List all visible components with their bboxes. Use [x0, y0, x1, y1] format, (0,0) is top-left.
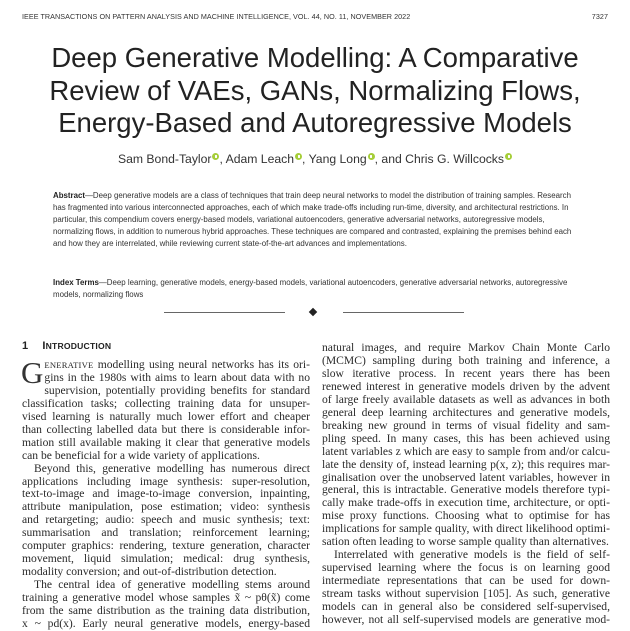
drop-cap: G — [21, 354, 44, 390]
text-line: x ~ pd(x). Early neural generative models, energy-based — [22, 617, 310, 631]
divider-line — [343, 312, 464, 313]
text-line: gins in the 1980s with aims to learn about data with no — [44, 370, 310, 384]
index-terms-text: Deep learning, generative models, energy-based models, variational autoencoders, generative adversarial networks, autoregressive models, normalizing flows — [53, 278, 568, 299]
abstract-text: Deep generative models are a class of techniques that train deep neural networks to model the distribution of training samples. Research has fragmented into various interconnected approaches, each of which make trade-offs including run-time, diversity, and architectural restrictions. In particular, this compendium covers energy-based models, variational autoencoders, generative adversarial networks, autoregressive models, normalizing flows, in addition to numerous hybrid approaches. These techniques are compared and contrasted, explaining the premises behind each and how they are interrelated, while reviewing current state-of-the-art advances and implementations. — [53, 191, 572, 248]
text-line: Interrelated with generative models is the field of self- — [334, 548, 610, 562]
paragraph — [22, 579, 310, 631]
text-line: natural images, and require Markov Chain Monte Carlo — [322, 341, 610, 354]
author-separator: , and — [374, 152, 406, 166]
diamond-icon — [309, 307, 317, 315]
index-terms-label: Index Terms — [53, 278, 99, 287]
paragraph — [22, 463, 310, 580]
paragraph — [322, 342, 610, 549]
running-header — [22, 12, 608, 24]
text-line: general, this is intractable. Generative models therefore typi- — [322, 483, 610, 497]
title-line: Review of VAEs, GANs, Normalizing Flows, — [49, 74, 581, 106]
orcid-icon[interactable] — [295, 153, 302, 160]
section-divider — [164, 308, 464, 316]
text-line: text-to-image and image-to-image conversion, inpainting, — [22, 487, 310, 501]
text-line: slow iterative process. In recent years there has been — [322, 366, 610, 380]
text-line: models can in general also be considered self-supervised, — [322, 600, 610, 614]
text-line: ginalisation over the unobserved latent variables, however in — [322, 470, 610, 484]
text-line: vised learning is naturally much lower effort and cheaper — [22, 409, 310, 423]
text-line: modelling using neural networks has its ori- — [93, 357, 310, 371]
text-line: classification tasks; collecting training data for unsuper- — [22, 396, 310, 410]
text-line: late the density of, instead learning p(x, z); this requires mar- — [322, 457, 610, 471]
text-line: latent variables z which are easy to sample from and/or calcu- — [322, 444, 610, 458]
text-line: sation often leading to worse sample quality than alternatives. — [322, 535, 609, 549]
text-line: attribute manipulation, pose estimation; video: synthesis — [22, 500, 310, 514]
text-line: summarisation and translation; reinforcement learning; — [22, 526, 310, 540]
text-line: modality conversion; and out-of-distribution detection. — [22, 565, 277, 579]
section-number: 1 — [22, 340, 29, 352]
drop-cap-continuation: ENERATIVE — [44, 359, 94, 370]
section-heading — [22, 340, 310, 353]
text-line: than collecting labelled data but there is considerable infor- — [22, 422, 310, 436]
text-line: applications including image synthesis: super-resolution, — [22, 474, 310, 488]
text-line: pling speed. In many cases, this has been achieved using — [322, 431, 610, 445]
text-line: The central idea of generative modelling stems around — [34, 578, 310, 592]
section-title-rest: NTRODUCTION — [45, 341, 112, 351]
text-line: implications for sample quality, with direct likelihood optimi- — [322, 522, 610, 536]
text-line: supervision, potentially providing benefits for standard — [44, 383, 310, 397]
abstract — [53, 190, 583, 250]
left-column — [22, 340, 310, 631]
text-line: renewed interest in generative models driven by the advent — [322, 379, 610, 393]
abstract-label: Abstract — [53, 191, 86, 200]
author-name[interactable]: Yang Long — [308, 152, 367, 166]
text-line: and retargeting; audio: speech and music synthesis; text: — [22, 513, 310, 527]
page-number: 7327 — [591, 12, 608, 21]
text-line: supervised learning where the focus is on learning good — [322, 561, 610, 575]
right-column — [322, 342, 610, 627]
author-separator: , — [302, 152, 309, 166]
text-line: however, not all self-supervised models are generative mod- — [322, 613, 610, 627]
divider-line — [164, 312, 285, 313]
title-line: Deep Generative Modelling: A Comparative — [51, 42, 579, 73]
author-name[interactable]: Chris G. Willcocks — [405, 152, 504, 166]
paragraph — [322, 549, 610, 627]
text-line: computer graphics: rendering, texture generation, character — [22, 539, 310, 553]
author-name[interactable]: Sam Bond-Taylor — [117, 152, 212, 166]
text-line: from the same distribution as the training data distribution, — [22, 604, 310, 618]
text-line: general deep learning architectures and generative models, — [322, 405, 610, 419]
title-line: Energy-Based and Autoregressive Models — [58, 107, 572, 138]
orcid-icon[interactable] — [505, 153, 512, 160]
text-line: can be beneficial for a wide variety of applications. — [22, 448, 260, 462]
paragraph — [21, 354, 310, 463]
text-line: stream tasks without supervision [105]. As such, generative — [322, 587, 610, 601]
author-separator: , — [219, 152, 226, 166]
text-line: movement, liquid simulation; medical: drug synthesis, — [22, 552, 310, 566]
author-list — [0, 152, 630, 166]
text-line: of large freely available datasets as well as advances in both — [322, 392, 610, 406]
index-terms — [53, 277, 583, 301]
index-terms-dash: — — [98, 278, 107, 287]
journal-citation: IEEE TRANSACTIONS ON PATTERN ANALYSIS AND MACHINE INTELLIGENCE, VOL. 44, NO. 11, NOVEMBER 2022 — [22, 12, 411, 21]
text-line: breaking new ground in terms of visual fidelity and sam- — [322, 418, 610, 432]
orcid-icon[interactable] — [368, 153, 375, 160]
text-line: mise proxy functions. Choosing what to optimise for has — [322, 509, 610, 523]
author-name[interactable]: Adam Leach — [225, 152, 295, 166]
section-title-initial: I — [42, 340, 46, 352]
abstract-dash: — — [85, 191, 93, 200]
text-line: cally make trade-offs in execution time, architecture, or opti- — [322, 496, 610, 510]
text-line: training a generative model whose samples x̃ ~ pθ(x̃) come — [22, 591, 310, 605]
paper-title — [0, 42, 630, 140]
text-line: intermediate representations that can be used for down- — [322, 574, 610, 588]
text-line: Beyond this, generative modelling has numerous direct — [34, 461, 310, 475]
text-line: mation still available making it clear that generative models — [22, 435, 310, 449]
text-line: (MCMC) sampling during both training and inference, a — [322, 353, 610, 367]
